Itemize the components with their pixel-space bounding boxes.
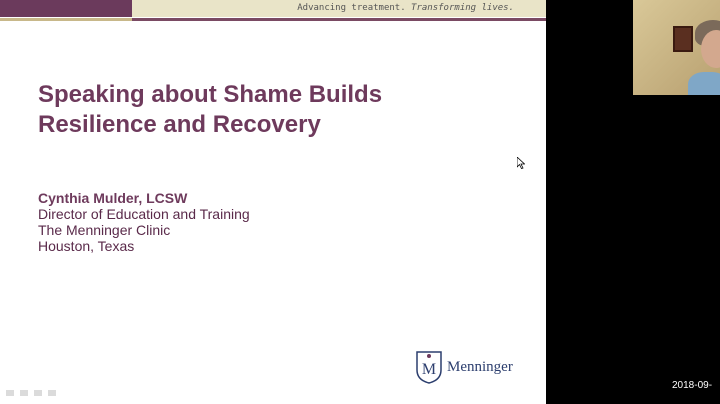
presenter-location: Houston, Texas — [38, 238, 135, 254]
slide-controls[interactable] — [6, 390, 56, 396]
slide-title — [38, 80, 518, 140]
webcam-feed — [633, 0, 720, 95]
presenter-role: Director of Education and Training — [38, 206, 250, 222]
wall-picture-frame — [673, 26, 693, 52]
previous-slide-icon[interactable] — [6, 390, 14, 396]
slide-title-line-2: Resilience and Recovery — [38, 111, 321, 138]
header-band-left — [0, 0, 132, 17]
svg-text:M: M — [421, 361, 437, 378]
tagline-part-1: Advancing treatment. — [297, 3, 406, 13]
mouse-cursor-icon — [517, 157, 525, 169]
header-rule-right — [132, 18, 546, 21]
recording-timestamp: 2018-09- — [672, 380, 713, 391]
presenter-name: Cynthia Mulder, LCSW — [38, 190, 188, 206]
slide-title-line-1: Speaking about Shame Builds — [38, 81, 383, 108]
slide-tagline — [297, 3, 514, 13]
header-rule-left — [0, 18, 132, 21]
slide-menu-icon[interactable] — [34, 390, 42, 396]
menninger-shield-icon — [415, 350, 443, 384]
tagline-part-2: Transforming lives. — [411, 3, 514, 13]
presenter-block — [38, 190, 250, 254]
pen-tool-icon[interactable] — [20, 390, 28, 396]
presenter-org: The Menninger Clinic — [38, 222, 171, 238]
menninger-wordmark: Menninger — [447, 359, 513, 375]
header-band-right — [132, 0, 546, 17]
next-slide-icon[interactable] — [48, 390, 56, 396]
presenter-shoulders — [688, 72, 720, 95]
menninger-logo — [415, 350, 525, 386]
